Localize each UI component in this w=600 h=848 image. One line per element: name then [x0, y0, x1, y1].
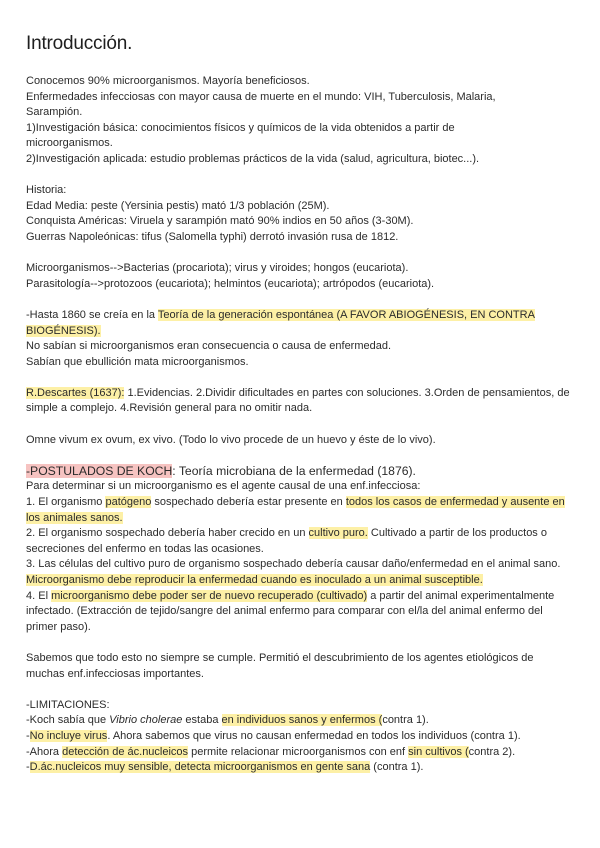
page-title: Introducción.	[26, 33, 133, 54]
koch-heading	[26, 464, 574, 480]
text-run: contra 2).	[468, 745, 516, 758]
text-run: permite relacionar microorganismos con enf	[188, 745, 409, 758]
text-run: (contra 1).	[370, 761, 424, 774]
text-run: -	[26, 729, 30, 742]
highlighted-text: D.ác.nucleicos muy sensible, detecta microorganismos en gente sana	[29, 761, 371, 774]
text-run: a partir del animal experimentalmente infectado. (Extracción de tejido/sangre del animal enfermo para comparar con el/la del animal enfermo del primer paso).	[26, 589, 555, 633]
highlighted-text: todos los casos de enfermedad y ausente en los animales sanos.	[26, 496, 565, 524]
document-body	[26, 74, 574, 776]
text-run: estaba	[182, 714, 222, 727]
highlighted-text: cultivo puro.	[308, 527, 368, 540]
limitacion-2	[26, 729, 574, 745]
highlighted-text: Microorganismo debe reproducir la enfermedad cuando es inoculado a un animal susceptible.	[26, 574, 483, 586]
text-run: 3. Las células del cultivo puro de organismo sospechado debería causar daño/enfermedad en el animal sano.	[26, 558, 561, 571]
text-run: -Ahora	[26, 745, 63, 758]
koch-postulate-2	[26, 526, 574, 557]
text-run: 1. El organismo	[26, 496, 106, 509]
highlighted-text: Teoría de la generación espontánea (A FAVOR ABIOGÉNESIS, EN CONTRA BIOGÉNESIS).	[26, 308, 535, 337]
limitaciones-heading: -LIMITACIONES:	[26, 698, 110, 711]
descartes-paragraph	[26, 386, 574, 417]
highlighted-heading: -POSTULADOS DE KOCH	[26, 463, 173, 478]
text-run: contra 1).	[382, 714, 429, 727]
text-run: 1.Evidencias. 2.Dividir dificultades en partes con soluciones. 3.Orden de pensamientos, de simple a complejo. 4.Revisión general para no omitir nada.	[26, 386, 570, 415]
text-run: -Koch sabía que	[26, 714, 110, 727]
koch-postulate-3	[26, 557, 574, 588]
historia-line: Guerras Napoleónicas: tifus (Salomella typhi) derrotó invasión rusa de 1812.	[26, 230, 399, 243]
generacion-line: No sabían si microorganismos eran consecuencia o causa de enfermedad.	[26, 340, 392, 353]
text-run: 4. El	[26, 589, 52, 602]
historia-line: Edad Media: peste (Yersinia pestis) mató 1/3 población (25M).	[26, 199, 330, 212]
highlighted-text: en individuos sanos y enfermos (	[221, 714, 383, 727]
koch-conclusion: Sabemos que todo esto no siempre se cumple. Permitió el descubrimiento de los agentes etiológicos de muchas enf.infecciosas importantes.	[26, 651, 534, 680]
highlighted-text: microorganismo debe poder ser de nuevo recuperado (cultivado)	[51, 589, 368, 602]
highlighted-text: patógeno	[105, 496, 152, 509]
intro-line: Sarampión.	[26, 106, 83, 119]
limitacion-4	[26, 760, 574, 776]
highlighted-text: sin cultivos (	[408, 745, 469, 758]
limitacion-1	[26, 713, 574, 729]
clasificacion-line: Parasitología-->protozoos (eucariota); helmintos (eucariota); artrópodos (eucariota).	[26, 277, 435, 290]
text-run: -Hasta 1860 se creía en la	[26, 308, 158, 321]
intro-line: Conocemos 90% microorganismos. Mayoría beneficiosos.	[26, 75, 310, 87]
koch-postulate-1	[26, 495, 574, 526]
koch-postulate-4	[26, 589, 574, 636]
text-run: . Ahora sabemos que virus no causan enfermedad en todos los individuos (contra 1).	[107, 729, 521, 742]
highlighted-text: No incluye virus	[29, 729, 108, 742]
generacion-paragraph	[26, 308, 574, 339]
omne-line: Omne vivum ex ovum, ex vivo. (Todo lo vivo procede de un huevo y éste de lo vivo).	[26, 433, 436, 446]
text-run: : Teoría microbiana de la enfermedad (1876).	[172, 463, 416, 478]
text-run: -	[26, 761, 30, 774]
text-run: sospechado debería estar presente en	[151, 496, 346, 509]
intro-line: microorganismos.	[26, 137, 113, 150]
limitacion-3	[26, 745, 574, 761]
intro-line: 2)Investigación aplicada: estudio problemas prácticos de la vida (salud, agricultura, biotec...).	[26, 152, 480, 165]
clasificacion-line: Microorganismos-->Bacterias (procariota); virus y viroides; hongos (eucariota).	[26, 262, 409, 275]
historia-line: Conquista Américas: Viruela y sarampión mató 90% indios en 50 años (3-30M).	[26, 215, 414, 228]
historia-heading: Historia:	[26, 184, 67, 197]
highlighted-text: detección de ác.nucleicos	[62, 745, 189, 758]
highlighted-text: R.Descartes (1637):	[26, 386, 125, 399]
generacion-line: Sabían que ebullición mata microorganismos.	[26, 355, 249, 368]
koch-intro: Para determinar si un microorganismo es el agente causal de una enf.infecciosa:	[26, 480, 421, 493]
species-name: Vibrio cholerae	[109, 714, 183, 727]
text-run: Cultivado a partir de los productos o secreciones del enfermo en todas las ocasiones.	[26, 527, 547, 555]
intro-line: Enfermedades infecciosas con mayor causa de muerte en el mundo: VIH, Tuberculosis, Malaria,	[26, 90, 496, 103]
intro-line: 1)Investigación básica: conocimientos físicos y químicos de la vida obtenidos a partir de	[26, 121, 455, 134]
text-run: 2. El organismo sospechado debería haber crecido en un	[26, 527, 309, 540]
